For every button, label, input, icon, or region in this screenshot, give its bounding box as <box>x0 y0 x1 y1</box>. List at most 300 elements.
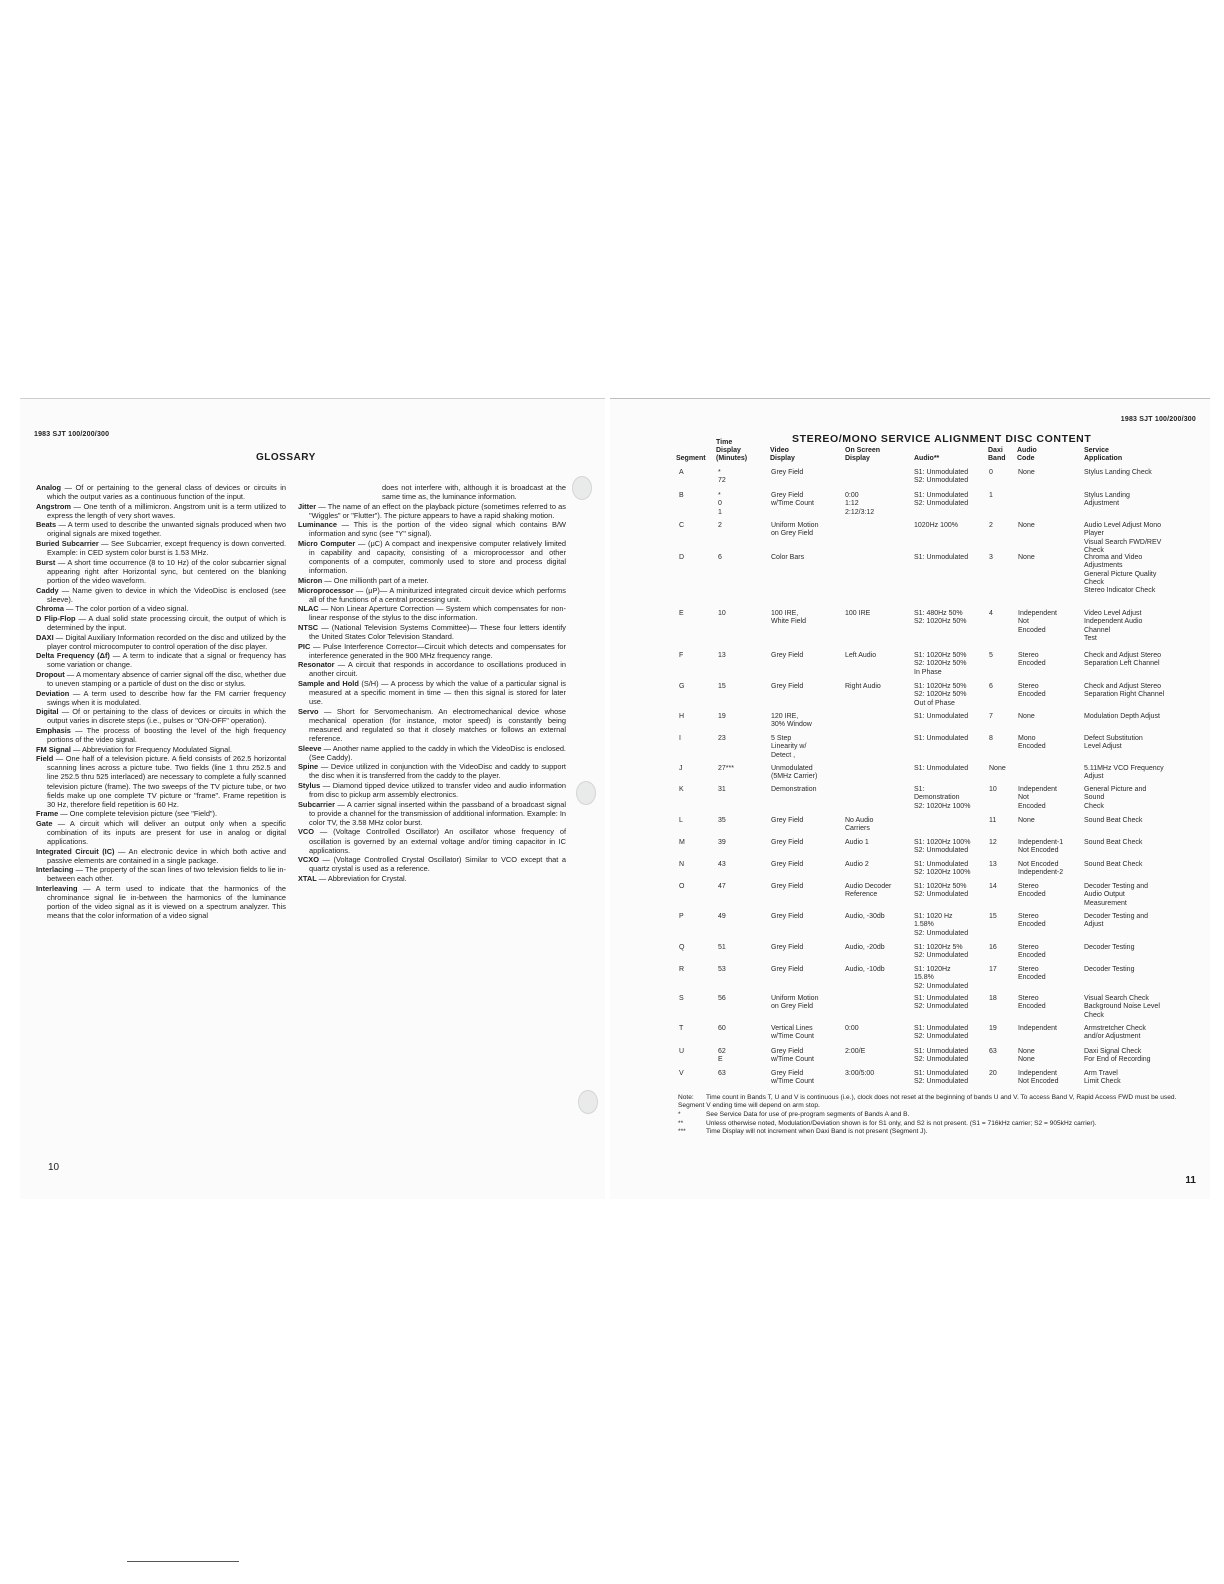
col-header-code: Audio Code <box>1017 447 1037 462</box>
cell-video-display: Demonstration <box>771 786 817 793</box>
note-text: See Service Data for use of pre-program segments of Bands A and B. <box>706 1110 910 1118</box>
glossary-definition: — Digital Auxiliary Information recorded on the disc and utilized by the player control microcomputer to control operation of the disc player. <box>47 632 286 651</box>
cell-video-display: 100 IRE, White Field <box>771 610 807 626</box>
cell-audio: S1: Unmodulated S2: Unmodulated <box>914 1048 969 1064</box>
note-text: Time count in Bands T, U and V is continuous (i.e.), clock does not reset at the beginning of bands U and V. To access Band V, Rapid Access FWD must be used. Segment V ending time will depend on arm stop. <box>678 1094 1177 1110</box>
glossary-entry <box>36 539 286 557</box>
glossary-term: Emphasis <box>36 725 71 735</box>
cell-segment: R <box>679 966 685 973</box>
glossary-definition: — One tenth of a millimicron. Angstrom unit is a term utilized to express the length of very short waves. <box>47 501 286 520</box>
cell-segment: I <box>679 735 681 742</box>
glossary-definition: — A term used to describe the unwanted signals produced when two original signals are mixed together. <box>47 520 286 539</box>
cell-daxi-band: None <box>989 765 1006 772</box>
cell-onscreen-display: Right Audio <box>845 683 881 690</box>
glossary-term: Micron <box>298 575 323 585</box>
cell-onscreen-display: Left Audio <box>845 652 877 659</box>
glossary-entry <box>298 604 566 622</box>
cell-time: * 72 <box>718 469 726 485</box>
glossary-term: Sample and Hold <box>298 678 359 688</box>
cell-audio: S1: 1020 Hz 1.58% S2: Unmodulated <box>914 913 969 937</box>
cell-service-application: Check and Adjust Stereo Separation Right Channel <box>1084 683 1165 699</box>
glossary-term: Angstrom <box>36 501 71 511</box>
cell-video-display: Grey Field w/Time Count <box>771 1048 814 1064</box>
cell-segment: C <box>679 522 685 529</box>
left-page-number: 10 <box>48 1162 60 1173</box>
cell-time: 6 <box>718 554 722 561</box>
glossary-entry <box>36 689 286 707</box>
glossary-term: Caddy <box>36 585 59 595</box>
cell-audio: 1020Hz 100% <box>914 522 958 529</box>
cell-segment: M <box>679 839 685 846</box>
glossary-entry <box>36 614 286 632</box>
glossary-entry <box>36 633 286 651</box>
col-header-onscreen: On Screen Display <box>845 447 881 462</box>
glossary-entry <box>36 558 286 585</box>
col-header-daxi: Daxi Band <box>988 447 1006 462</box>
cell-service-application: Video Level Adjust Independent Audio Channel Test <box>1084 610 1143 642</box>
glossary-entry <box>298 520 566 538</box>
cell-time: 56 <box>718 995 726 1002</box>
cell-video-display: Grey Field w/Time Count <box>771 1070 814 1086</box>
glossary-term: Deviation <box>36 688 70 698</box>
cell-segment: S <box>679 995 684 1002</box>
glossary-definition: — The color portion of a video signal. <box>63 604 189 614</box>
glossary-definition: — Another name applied to the caddy in which the VideoDisc is enclosed. (See Caddy). <box>309 743 566 762</box>
cell-service-application: Decoder Testing <box>1084 966 1135 973</box>
cell-audio: S1: Unmodulated <box>914 735 969 742</box>
glossary-entry <box>36 884 286 920</box>
glossary-definition: — (μP)— A miniturized integrated circuit device which performs all of the functions of a central processing unit. <box>309 585 566 604</box>
glossary-definition: — Name given to device in which the VideoDisc is enclosed (see sleeve). <box>47 585 286 604</box>
cell-audio: S1: 1020Hz 50% S2: 1020Hz 50% In Phase <box>914 652 967 676</box>
cell-audio: S1: Unmodulated S2: 1020Hz 100% <box>914 861 971 877</box>
glossary-entry <box>298 642 566 660</box>
cell-video-display: Grey Field <box>771 839 804 846</box>
glossary-term: Jitter <box>298 501 317 511</box>
note-text: Time Display will not increment when Daxi Band is not present (Segment J). <box>706 1128 928 1136</box>
cell-service-application: 5.11MHz VCO Frequency Adjust <box>1084 765 1164 781</box>
cell-video-display: Grey Field <box>771 817 804 824</box>
cell-segment: V <box>679 1070 684 1077</box>
binder-hole-icon <box>572 476 592 500</box>
glossary-term: VCO <box>298 827 315 837</box>
cell-segment: O <box>679 883 685 890</box>
glossary-entry <box>36 819 286 846</box>
glossary-entry <box>298 781 566 799</box>
col-header-application: Service Application <box>1084 447 1123 462</box>
cell-time: 63 <box>718 1070 726 1077</box>
glossary-term: Beats <box>36 520 57 530</box>
glossary-definition: — A circuit that responds in accordance to oscillations produced in another circuit. <box>309 660 566 679</box>
cell-segment: J <box>679 765 683 772</box>
glossary-definition: — A term used to indicate that the harmonics of the chrominance signal lie in-between the harmonics of the luminance portion of the video signal as it is viewed on a spectrum analyzer. This means that the color information of a video signal <box>47 884 286 921</box>
cell-audio-code: Stereo Encoded <box>1018 652 1046 668</box>
binder-hole-icon <box>576 781 596 805</box>
cell-daxi-band: 18 <box>989 995 997 1002</box>
glossary-entry <box>298 707 566 743</box>
binder-hole-icon <box>578 1090 598 1114</box>
cell-time: 53 <box>718 966 726 973</box>
cell-audio-code: None <box>1018 554 1035 561</box>
cell-daxi-band: 20 <box>989 1070 997 1077</box>
cell-service-application: Defect Substitution Level Adjust <box>1084 735 1143 751</box>
glossary-column-2 <box>298 483 566 884</box>
glossary-definition: — A short time occurrence (8 to 10 Hz) of the color subcarrier signal appearing right after Horizontal sync, but centered on the blanking portion of the video waveform. <box>47 557 286 585</box>
cell-video-display: Grey Field <box>771 883 804 890</box>
cell-daxi-band: 17 <box>989 966 997 973</box>
glossary-entry <box>36 651 286 669</box>
cell-audio-code: None <box>1018 713 1035 720</box>
cell-service-application: Arm Travel Limit Check <box>1084 1070 1121 1086</box>
cell-time: 23 <box>718 735 726 742</box>
cell-service-application: Stylus Landing Check <box>1084 469 1152 476</box>
cell-segment: A <box>679 469 684 476</box>
glossary-definition: — The property of the scan lines of two television fields to lie in-between each other. <box>47 865 286 884</box>
col-header-time: Time Display (Minutes) <box>716 439 748 462</box>
cell-service-application: Sound Beat Check <box>1084 817 1143 824</box>
cell-segment: F <box>679 652 684 659</box>
glossary-term: Integrated Circuit (IC) <box>36 846 115 856</box>
underline-rule <box>127 1561 239 1562</box>
cell-audio-code: None <box>1018 817 1035 824</box>
table-note <box>678 1111 1198 1119</box>
glossary-term: Dropout <box>36 669 65 679</box>
cell-audio: S1: 1020Hz 50% S2: 1020Hz 50% Out of Phase <box>914 683 967 707</box>
table-note <box>678 1094 1198 1110</box>
cell-service-application: Modulation Depth Adjust <box>1084 713 1160 720</box>
cell-onscreen-display: Audio, -30db <box>845 913 885 920</box>
cell-time: 19 <box>718 713 726 720</box>
cell-onscreen-display: Audio 2 <box>845 861 869 868</box>
cell-segment: L <box>679 817 683 824</box>
cell-video-display: Grey Field <box>771 861 804 868</box>
cell-audio-code: Independent <box>1018 1025 1057 1032</box>
cell-daxi-band: 15 <box>989 913 997 920</box>
cell-video-display: Grey Field <box>771 966 804 973</box>
cell-video-display: Grey Field <box>771 652 804 659</box>
table-note <box>678 1120 1198 1128</box>
glossary-definition: — A carrier signal inserted within the passband of a broadcast signal to provide a channel for the transmission of additional information. Example: In color TV, the 3.58 MHz color burst. <box>309 799 566 827</box>
cell-daxi-band: 4 <box>989 610 993 617</box>
cell-audio: S1: 1020Hz 100% S2: Unmodulated <box>914 839 971 855</box>
cell-service-application: Sound Beat Check <box>1084 839 1143 846</box>
cell-audio: S1: Unmodulated S2: Unmodulated <box>914 492 969 508</box>
cell-service-application: Decoder Testing and Audio Output Measurement <box>1084 883 1149 907</box>
cell-onscreen-display: 0:00 <box>845 1025 859 1032</box>
glossary-definition: (S/H) — A process by which the value of a particular signal is measured at a specific moment in time — then this signal is stored for later use. <box>309 678 566 707</box>
glossary-entry <box>298 586 566 604</box>
glossary-term: Delta Frequency (Δf) <box>36 651 110 661</box>
glossary-entry <box>36 502 286 520</box>
glossary-term: XTAL <box>298 873 317 883</box>
glossary-term: Sleeve <box>298 743 322 753</box>
note-marker: Note: <box>678 1094 694 1101</box>
cell-video-display: Grey Field <box>771 469 804 476</box>
glossary-entry <box>298 576 566 585</box>
cell-time: 60 <box>718 1025 726 1032</box>
cell-onscreen-display: 3:00/5:00 <box>845 1070 875 1077</box>
cell-onscreen-display: 0:00 1:12 2:12/3:12 <box>845 492 875 516</box>
cell-video-display: 5 Step Linearity w/ Detect , <box>771 735 807 759</box>
right-page-number: 11 <box>1185 1175 1196 1186</box>
glossary-term: Buried Subcarrier <box>36 539 99 549</box>
cell-time: 51 <box>718 944 726 951</box>
cell-onscreen-display: 2:00/E <box>845 1048 866 1055</box>
cell-audio-code: Not Encoded Independent-2 <box>1018 861 1064 877</box>
glossary-term: Burst <box>36 557 56 567</box>
glossary-term: Stylus <box>298 781 321 790</box>
cell-video-display: Vertical Lines w/Time Count <box>771 1025 814 1041</box>
cell-daxi-band: 63 <box>989 1048 997 1055</box>
col-header-audio: Audio** <box>914 455 940 462</box>
cell-audio-code: Mono Encoded <box>1018 735 1046 751</box>
cell-segment: Q <box>679 944 685 951</box>
cell-audio-code: None <box>1018 522 1035 529</box>
cell-service-application: Stylus Landing Adjustment <box>1084 492 1130 508</box>
glossary-definition: — A term to indicate that a signal or frequency has some variation or change. <box>47 651 287 670</box>
cell-segment: T <box>679 1025 684 1032</box>
cell-daxi-band: 1 <box>989 492 993 499</box>
table-notes <box>678 1094 1198 1137</box>
glossary-entry <box>36 865 286 883</box>
glossary-definition: — (Voltage Controlled Oscillator) An oscillator whose frequency of oscillation is governed by an external voltage and/or timing capacitor in IC applications. <box>309 827 566 855</box>
glossary-definition: — One half of a television picture. A field consists of 262.5 horizontal scanning lines across a picture tube. Two fields (line 1 thru 252.5 and line 252.5 thru 525 interlaced) are necessary to complete a fully scanned television picture (frame). The two sweeps of the TV picture tube, or two fields make up one complete TV picture or "frame". Frame repetition is 30 Hz, therefore field repetition is 60 Hz. <box>47 754 286 809</box>
cell-time: 49 <box>718 913 726 920</box>
left-page-header: 1983 SJT 100/200/300 <box>34 431 110 438</box>
glossary-term: Interleaving <box>36 884 78 894</box>
cell-daxi-band: 8 <box>989 735 993 742</box>
cell-daxi-band: 2 <box>989 522 993 529</box>
cell-audio: S1: 1020Hz 15.8% S2: Unmodulated <box>914 966 969 990</box>
cell-audio: S1: 1020Hz 5% S2: Unmodulated <box>914 944 969 960</box>
cell-audio-code: Independent Not Encoded <box>1018 610 1057 634</box>
cell-segment: K <box>679 786 684 793</box>
glossary-term: Chroma <box>36 604 64 614</box>
glossary-entry <box>36 483 286 501</box>
cell-audio: S1: Unmodulated S2: Unmodulated <box>914 469 969 485</box>
glossary-definition: — Abbreviation for Crystal. <box>316 873 407 883</box>
glossary-entry <box>36 847 286 865</box>
table-note <box>678 1128 1198 1136</box>
cell-segment: B <box>679 492 684 499</box>
cell-audio: S1: Unmodulated <box>914 713 969 720</box>
glossary-entry <box>298 800 566 827</box>
glossary-entry <box>36 707 286 725</box>
col-header-segment: Segment <box>676 455 706 462</box>
glossary-entry <box>36 520 286 538</box>
glossary-definition: — (μC) A compact and inexpensive computer relatively limited in capability and capacity, consisting of a microprocessor and other components of a computer, commonly used to store and process digital information. <box>309 539 567 576</box>
cell-time: 39 <box>718 839 726 846</box>
cell-segment: G <box>679 683 685 690</box>
glossary-term: Gate <box>36 818 53 828</box>
glossary-definition: — Abbreviation for Frequency Modulated Signal. <box>70 744 232 754</box>
glossary-term: Frame <box>36 809 59 819</box>
glossary-entry <box>36 754 286 809</box>
glossary-title: GLOSSARY <box>256 452 316 463</box>
cell-service-application: Daxi Signal Check For End of Recording <box>1084 1048 1151 1064</box>
note-marker: *** <box>678 1128 686 1136</box>
glossary-entry <box>298 855 566 873</box>
cell-audio-code: None None <box>1018 1048 1035 1064</box>
cell-audio-code: Stereo Encoded <box>1018 913 1046 929</box>
glossary-term: Digital <box>36 707 59 717</box>
cell-daxi-band: 14 <box>989 883 997 890</box>
cell-video-display: Grey Field w/Time Count <box>771 492 814 508</box>
cell-service-application: Chroma and Video Adjustments General Picture Quality Check Stereo Indicator Check <box>1084 554 1157 595</box>
cell-onscreen-display: Audio 1 <box>845 839 869 846</box>
glossary-entry <box>36 809 286 818</box>
note-marker: * <box>678 1110 681 1118</box>
note-marker: ** <box>678 1119 684 1127</box>
cell-daxi-band: 13 <box>989 861 997 868</box>
glossary-continuation: does not interfere with, although it is broadcast at the same time as, the luminance information. <box>382 483 566 502</box>
cell-video-display: Color Bars <box>771 554 805 561</box>
glossary-entry <box>298 539 566 575</box>
cell-service-application: Sound Beat Check <box>1084 861 1143 868</box>
cell-time: 10 <box>718 610 726 617</box>
cell-onscreen-display: 100 IRE <box>845 610 871 617</box>
cell-onscreen-display: Audio, -10db <box>845 966 885 973</box>
cell-service-application: General Picture and Sound Check <box>1084 786 1147 810</box>
glossary-definition: — Diamond tipped device utilized to transfer video and audio information from disc to pickup arm assembly electronics. <box>309 781 566 800</box>
cell-audio-code: Independent Not Encoded <box>1018 786 1057 810</box>
col-header-video: Video Display <box>770 447 795 462</box>
cell-onscreen-display: Audio Decoder Reference <box>845 883 892 899</box>
glossary-term: Resonator <box>298 660 335 670</box>
cell-segment: E <box>679 610 684 617</box>
glossary-term: PIC <box>298 641 311 651</box>
cell-segment: U <box>679 1048 685 1055</box>
cell-time: 62 E <box>718 1048 726 1064</box>
cell-video-display: Uniform Motion on Grey Field <box>771 522 819 538</box>
cell-video-display: Grey Field <box>771 944 804 951</box>
cell-time: 15 <box>718 683 726 690</box>
cell-video-display: Grey Field <box>771 913 804 920</box>
glossary-term: Subcarrier <box>298 799 335 809</box>
cell-time: 2 <box>718 522 722 529</box>
cell-segment: H <box>679 713 685 720</box>
glossary-definition: — One complete television picture (see "Field"). <box>58 809 218 819</box>
table-title: STEREO/MONO SERVICE ALIGNMENT DISC CONTENT <box>792 433 1092 445</box>
cell-audio-code: Stereo Encoded <box>1018 966 1046 982</box>
glossary-definition: — Of or pertaining to the class of devices or circuits in which the output varies in discrete steps (i.e., pulses or "ON-OFF" operation). <box>47 707 286 726</box>
cell-video-display: Uniform Motion on Grey Field <box>771 995 819 1011</box>
cell-audio: S1: 1020Hz 50% S2: Unmodulated <box>914 883 969 899</box>
cell-onscreen-display: Audio, -20db <box>845 944 885 951</box>
cell-onscreen-display: No Audio Carriers <box>845 817 874 833</box>
glossary-term: Micro Computer <box>298 539 356 549</box>
cell-audio: S1: Demonstration S2: 1020Hz 100% <box>914 786 971 810</box>
glossary-definition: — (National Television Systems Committee)— These four letters identify the United States Color Television Standard. <box>309 622 566 641</box>
glossary-term: Field <box>36 754 54 764</box>
cell-video-display: Grey Field <box>771 683 804 690</box>
cell-daxi-band: 3 <box>989 554 993 561</box>
cell-audio-code: Stereo Encoded <box>1018 883 1046 899</box>
glossary-term: FM Signal <box>36 744 71 754</box>
glossary-definition: — Of or pertaining to the general class of devices or circuits in which the output varies as a continuous function of the input. <box>47 483 286 502</box>
cell-audio: S1: Unmodulated S2: Unmodulated <box>914 1025 969 1041</box>
glossary-definition: — A circuit which will deliver an output only when a specific combination of its inputs are present for use in analog or digital applications. <box>47 818 286 847</box>
glossary-definition: — Device utilized in conjunction with the VideoDisc and caddy to support the disc when it is transferred from the caddy to the player. <box>309 762 566 781</box>
glossary-entry <box>36 586 286 604</box>
glossary-definition: — This is the portion of the video signal which contains B/W information and sync (see "Y" signal). <box>309 520 566 539</box>
right-page <box>610 398 1210 1199</box>
cell-audio-code: Independent Not Encoded <box>1018 1070 1059 1086</box>
cell-video-display: 120 IRE, 30% Window <box>771 713 812 729</box>
glossary-entry <box>298 502 566 520</box>
cell-audio: S1: Unmodulated <box>914 554 969 561</box>
cell-service-application: Visual Search Check Background Noise Level Check <box>1084 995 1160 1019</box>
cell-audio-code: Independent-1 Not Encoded <box>1018 839 1064 855</box>
glossary-entry <box>36 745 286 754</box>
cell-audio: S1: 480Hz 50% S2: 1020Hz 50% <box>914 610 967 626</box>
left-page <box>20 398 605 1199</box>
cell-service-application: Decoder Testing <box>1084 944 1135 951</box>
glossary-term: VCXO <box>298 855 319 865</box>
glossary-definition: — The name of an effect on the playback picture (sometimes referred to as "Wiggles" or "Flutter"). The picture appears to have a rapid shaking motion. <box>309 501 566 520</box>
cell-daxi-band: 10 <box>989 786 997 793</box>
glossary-term: NTSC <box>298 622 319 632</box>
cell-segment: N <box>679 861 685 868</box>
cell-audio: S1: Unmodulated <box>914 765 969 772</box>
glossary-term: Analog <box>36 483 62 492</box>
glossary-term: Servo <box>298 706 319 716</box>
glossary-entry <box>298 827 566 854</box>
glossary-entry <box>298 679 566 706</box>
cell-service-application: Check and Adjust Stereo Separation Left Channel <box>1084 652 1162 668</box>
glossary-entry <box>298 762 566 780</box>
glossary-term: Spine <box>298 762 319 772</box>
cell-time: 43 <box>718 861 726 868</box>
glossary-definition: — Short for Servomechanism. An electromechanical device whose mechanical operation (for instance, motor speed) is constantly being measured and regulated so that it closely matches or follows an external reference. <box>309 706 566 744</box>
cell-daxi-band: 19 <box>989 1025 997 1032</box>
glossary-definition: — A dual solid state processing circuit, the output of which is determined by the input. <box>47 613 286 632</box>
glossary-definition: — Pulse Interference Corrector—Circuit which detects and compensates for interference generated in the 900 MHz frequency range. <box>309 641 566 660</box>
cell-service-application: Decoder Testing and Adjust <box>1084 913 1149 929</box>
glossary-entry <box>298 623 566 641</box>
glossary-definition: — Non Linear Aperture Correction — System which compensates for non-linear response of the stylus to the disc information. <box>309 604 566 623</box>
cell-time: 13 <box>718 652 726 659</box>
cell-audio-code: Stereo Encoded <box>1018 683 1046 699</box>
glossary-entry <box>36 604 286 613</box>
cell-service-application: Audio Level Adjust Mono Player Visual Search FWD/REV Check <box>1084 522 1162 554</box>
cell-daxi-band: 11 <box>989 817 997 824</box>
cell-time: 31 <box>718 786 726 793</box>
glossary-term: Microprocessor <box>298 585 354 595</box>
cell-daxi-band: 5 <box>989 652 993 659</box>
right-page-header: 1983 SJT 100/200/300 <box>1120 416 1196 423</box>
glossary-entry <box>298 660 566 678</box>
glossary-definition: — A term used to describe how far the FM carrier frequency swings when it is modulated. <box>47 688 286 707</box>
glossary-definition: — A momentary absence of carrier signal off the disc, whether due to uneven stamping or a particle of dust on the disc or stylus. <box>47 669 286 688</box>
note-text: Unless otherwise noted, Modulation/Deviation shown is for S1 only, and S2 is not present. (S1 = 716kHz carrier; S2 = 905kHz carrier). <box>706 1119 1097 1127</box>
cell-video-display: Unmodulated (5MHz Carrier) <box>771 765 818 781</box>
glossary-definition: — An electronic device in which both active and passive elements are contained in a single package. <box>47 846 286 865</box>
glossary-entry <box>36 726 286 744</box>
glossary-entry <box>36 670 286 688</box>
cell-audio: S1: Unmodulated S2: Unmodulated <box>914 995 969 1011</box>
cell-time: * 0 1 <box>718 492 722 516</box>
cell-daxi-band: 0 <box>989 469 993 476</box>
glossary-definition: — (Voltage Controlled Crystal Oscillator) Similar to VCO except that a quartz crystal is used as a reference. <box>309 855 566 874</box>
glossary-term: DAXI <box>36 632 54 642</box>
cell-audio-code: Stereo Encoded <box>1018 944 1046 960</box>
cell-daxi-band: 7 <box>989 713 993 720</box>
cell-segment: P <box>679 913 684 920</box>
glossary-term: Luminance <box>298 520 338 530</box>
cell-audio-code: None <box>1018 469 1035 476</box>
glossary-term: NLAC <box>298 604 319 614</box>
